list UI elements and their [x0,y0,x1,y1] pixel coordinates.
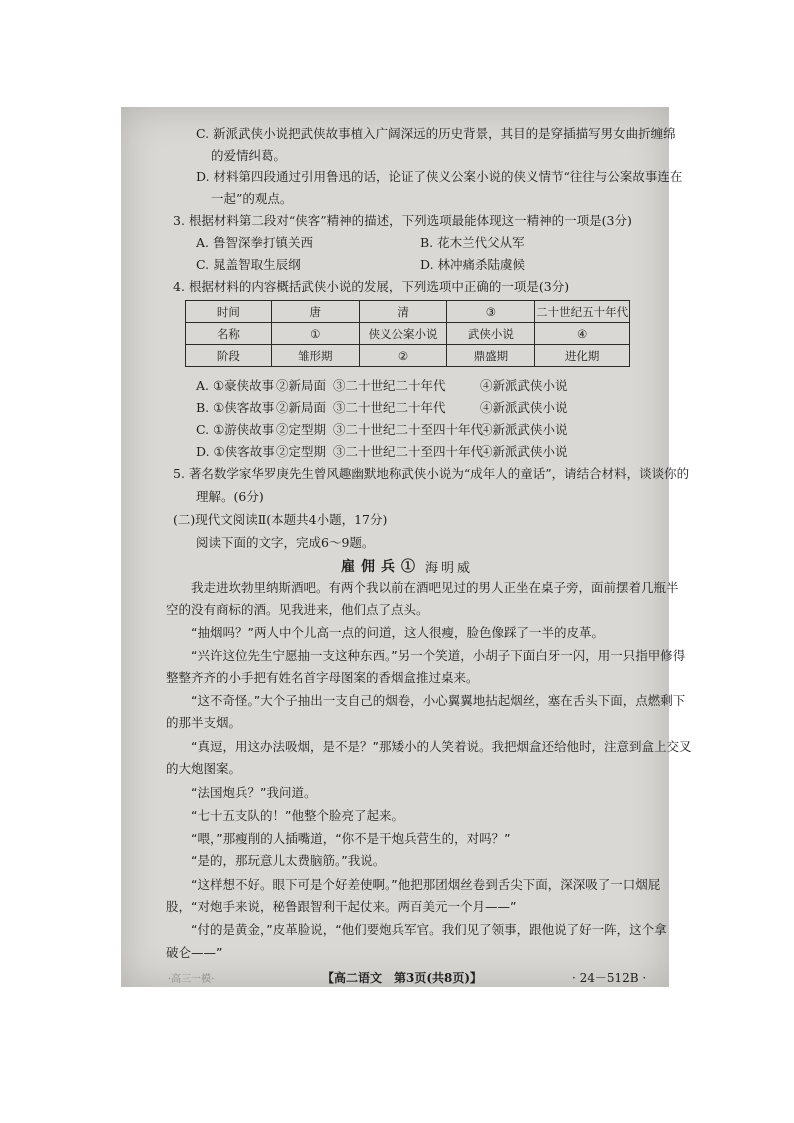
q5-line1: 5. 著名数学家华罗庚先生曾风趣幽默地称武侠小说为“成年人的童话”，请结合材料，谈谈你的 [173,466,690,481]
table-cell: 鼎盛期 [447,345,535,367]
footer-left-mark: ·高三一模· [168,974,215,985]
q3-option-d: D. 林冲痛杀陆虞候 [420,257,526,272]
q4-option-b-part4: ④新派武侠小说 [480,400,568,415]
q4-option-c-part1: C. ①游侠故事 [196,422,275,437]
reading-instruction: 阅读下面的文字，完成6～9题。 [196,535,375,550]
q4-option-c-part2: ②定型期 [276,422,327,437]
story-line: “抽烟吗？”两人中个儿高一点的问道，这人很瘦，脸色像踩了一半的皮革。 [191,625,604,640]
table-cell: 时间 [186,301,272,323]
q4-option-c-part3: ③二十世纪二十至四十年代 [333,422,484,437]
table-cell: 二十世纪五十年代 [535,301,630,323]
q4-option-d-part4: ④新派武侠小说 [480,444,568,459]
page-footer: 【高二语文 第3页(共8页)】 [322,971,483,985]
q3-option-c: C. 晁盖智取生辰纲 [196,257,301,272]
table-row [186,301,630,323]
story-line: 我走进坎勃里纳斯酒吧。有两个我以前在酒吧见过的男人正坐在桌子旁，面前摆着几瓶半 [191,580,679,595]
exam-code: · 24－512B · [572,971,647,985]
q4-option-a-part1: A. ①豪侠故事 [196,378,275,393]
q4-option-b-part3: ③二十世纪二十年代 [333,400,446,415]
story-line: 破仑——” [166,945,223,960]
table-cell: 清 [359,301,447,323]
story-line: 的大炮图案。 [166,761,242,776]
q5-line2: 理解。(6分) [196,489,264,504]
q4-option-b-part2: ②新局面 [276,400,327,415]
table-row [186,323,630,345]
q4-option-a-part3: ③二十世纪二十年代 [333,378,446,393]
q3-option-a: A. 鲁智深拳打镇关西 [196,235,313,250]
story-line: 的那半支烟。 [166,715,242,730]
table-cell: 名称 [186,323,272,345]
table-cell: ④ [535,323,630,345]
story-line: “付的是黄金，”皮革脸说，“他们要炮兵军官。我们见了领事，跟他说了好一阵，这个拿 [191,922,667,937]
q2-option-c-line1: C. 新派武侠小说把武侠故事植入广阔深远的历史背景，其目的是穿插描写男女曲折缠绵 [196,126,676,141]
table-cell: 进化期 [535,345,630,367]
story-line: “兴许这位先生宁愿抽一支这种东西。”另一个笑道，小胡子下面白牙一闪，用一只指甲修得 [191,648,686,663]
q3-option-b: B. 花木兰代父从军 [420,235,525,250]
section-heading: (二)现代文阅读Ⅱ(本题共4小题，17分) [173,512,388,527]
table-cell: 侠义公案小说 [359,323,447,345]
story-line: “法国炮兵？”我问道。 [191,785,317,800]
q2-option-c-line2: 的爱情纠葛。 [211,148,287,163]
q3-stem: 3. 根据材料第二段对“侠客”精神的描述，下列选项最能体现这一精神的一项是(3分) [173,213,632,228]
story-line: “喂，”那瘦削的人插嘴道，“你不是干炮兵营生的，对吗？” [191,831,511,846]
q2-option-d-line2: 一起”的观点。 [211,191,293,206]
q4-option-d-part3: ③二十世纪二十至四十年代 [333,444,484,459]
table-cell: ③ [447,301,535,323]
q4-option-d-part1: D. ①侠客故事 [196,444,275,459]
q4-stem: 4. 根据材料的内容概括武侠小说的发展，下列选项中正确的一项是(3分) [173,279,570,294]
story-line: “这样想不好。眼下可是个好差使啊。”他把那团烟丝卷到舌尖下面，深深吸了一口烟屁 [191,877,661,892]
q2-option-d-line1: D. 材料第四段通过引用鲁迅的话，论证了侠义公案小说的侠义情节“往往与公案故事连在 [196,169,683,184]
story-title: 雇佣兵① [341,559,421,575]
table-cell: 唐 [271,301,359,323]
q4-option-a-part4: ④新派武侠小说 [480,378,568,393]
q4-option-c-part4: ④新派武侠小说 [480,422,568,437]
story-author: 海明威 [425,561,474,576]
table-cell: ① [271,323,359,345]
story-line: “七十五支队的！”他整个脸亮了起来。 [191,808,404,823]
table-cell: ② [359,345,447,367]
table-cell: 雏形期 [271,345,359,367]
q4-option-a-part2: ②新局面 [276,378,327,393]
story-line: “是的，那玩意儿太费脑筋。”我说。 [191,853,386,868]
story-line: 空的没有商标的酒。见我进来，他们点了点头。 [166,602,429,617]
q4-option-b-part1: B. ①侠客故事 [196,400,275,415]
story-line: 整整齐齐的小手把有姓名首字母图案的香烟盒推过桌来。 [166,670,479,685]
table-cell: 武侠小说 [447,323,535,345]
table-row [186,345,630,367]
table-cell: 阶段 [186,345,272,367]
story-line: “这不奇怪。”大个子抽出一支自己的烟卷，小心翼翼地拈起烟丝，塞在舌头下面，点燃剩下 [191,693,686,708]
story-line: 股，“对炮手来说，秘鲁跟智利干起仗来。两百美元一个月——” [166,899,517,914]
q4-option-d-part2: ②定型期 [276,444,327,459]
q4-table [185,300,630,367]
story-line: “真逗，用这办法吸烟，是不是？”那矮小的人笑着说。我把烟盒还给他时，注意到盒上交叉 [191,739,692,754]
